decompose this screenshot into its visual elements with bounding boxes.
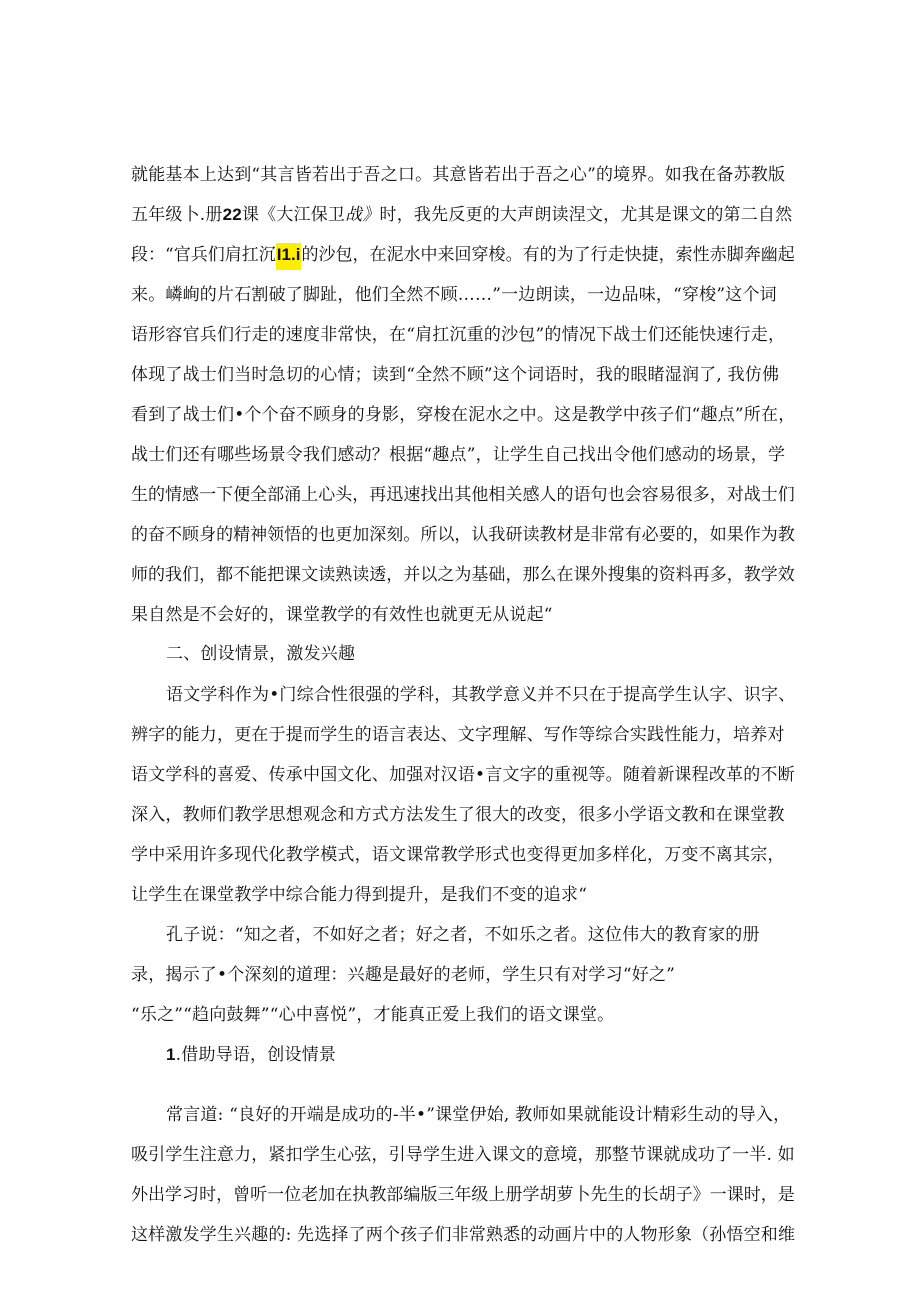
paragraph-4-line-2: 吸引学生注意力，紧扣学生心弦，引导学生进入课文的意境，那整节课就成功了一半. 如 bbox=[131, 1145, 795, 1165]
text-segment: 课《大江保卫 bbox=[241, 205, 346, 225]
paragraph-4-line-3: 外出学习时，曾听一位老加在执教部编版三年级上册学胡萝卜先生的长胡子》一课时，是 bbox=[131, 1185, 795, 1205]
paragraph-1-line-7: 看到了战士们•个个奋不顾身的身影，穿梭在泥水之中。这是教学中孩子们“趣点”所在， bbox=[131, 405, 796, 425]
subsection-title: .借助导语，创设情景 bbox=[175, 1045, 337, 1065]
paragraph-1-line-3 bbox=[131, 243, 795, 267]
paragraph-1-line-5: 语形容官兵们行走的速度非常快，在“肩扛沉重的沙包”的情况下战士们还能快速行走， bbox=[131, 325, 786, 345]
lesson-number: 22 bbox=[222, 205, 242, 224]
paragraph-2-line-2: 辨字的能力，更在于提而学生的语言表达、文字理解、写作等综合实践性能力，培养对 bbox=[131, 725, 785, 745]
text-segment: 五年级卜.册 bbox=[131, 205, 223, 225]
paragraph-2-line-1: 语文学科作为•门综合性很强的学科，其教学意义并不只在于提高学生认字、识字、 bbox=[166, 685, 796, 705]
paragraph-3-line-1: 孔子说：“知之者，不如好之者；好之者，不如乐之者。这位伟大的教育家的册 bbox=[166, 925, 760, 945]
paragraph-2-line-3: 语文学科的喜爱、传承中国文化、加强对汉语•言文字的重视等。随着新课程改革的不断 bbox=[131, 765, 795, 785]
text-segment: 战》 bbox=[345, 205, 380, 225]
text-segment: 的沙包，在泥水中来回穿梭。有的为了行走快捷，索性赤脚奔幽起 bbox=[301, 245, 795, 265]
subsection-number: 1 bbox=[166, 1045, 176, 1064]
paragraph-2-line-5: 学中采用许多现代化教学模式，语文课常教学形式也变得更加多样化，万变不离其宗， bbox=[131, 845, 785, 865]
paragraph-1-line-1: 就能基本上达到“其言皆若出于吾之口。其意皆若出于吾之心”的境界。如我在备苏教版 bbox=[131, 165, 786, 185]
paragraph-1-line-9: 生的情感一下便全部涌上心头，再迅速找出其他相关感人的语句也会容易很多，对战士们 bbox=[131, 485, 795, 505]
paragraph-1-line-12: 果自然是不会好的，课堂教学的有效性也就更无从说起“ bbox=[131, 605, 553, 625]
paragraph-1-line-2 bbox=[131, 203, 792, 227]
paragraph-1-line-10: 的奋不顾身的精神领悟的也更加深刻。所以，认我研读教材是非常有必要的，如果作为教 bbox=[131, 525, 795, 545]
subsection-heading bbox=[166, 1043, 336, 1067]
paragraph-2-line-6: 让学生在课堂教学中综合能力得到提升，是我们不变的追求“ bbox=[131, 885, 588, 905]
paragraph-1-line-11: 师的我们，都不能把课文读熟读透，并以之为基础，那么在课外搜集的资料再多，教学效 bbox=[131, 565, 795, 585]
paragraph-4-line-1: 常言道: “良好的开端是成功的-半•”课堂伊始, 教师如果就能设计精彩生动的导入， bbox=[166, 1105, 791, 1125]
paragraph-2-line-4: 深入，教师们教学思想观念和方式方法发生了很大的改变，很多小学语文教和在课堂教 bbox=[131, 805, 785, 825]
paragraph-3-line-2: 录，揭示了•个深刻的道理：兴趣是最好的老师，学生只有对学习“好之” bbox=[131, 965, 676, 985]
section-heading: 二、创设情景，激发兴趣 bbox=[166, 644, 356, 664]
paragraph-1-line-6: 体现了战士们当时急切的心情；读到“全然不顾”这个词语时，我的眼睹湿润了, 我仿佛 bbox=[131, 365, 780, 385]
text-segment: 段：“官兵们肩扛沉 bbox=[131, 245, 276, 265]
paragraph-4-line-4: 这样激发学生兴趣的: 先选择了两个孩子们非常熟悉的动画片中的人物形象（孙悟空和维 bbox=[131, 1225, 796, 1245]
paragraph-1-line-8: 战士们还有哪些场景令我们感动？根据“趣点”，让学生自己找出令他们感动的场景，学 bbox=[131, 445, 786, 465]
paragraph-1-line-4: 来。嶙峋的片石割破了脚趾，他们全然不顾……”一边朗读，一边品味，“穿梭”这个词 bbox=[131, 285, 777, 305]
text-segment: 时，我先反更的大声朗读涅文，尤其是课文的第二自然 bbox=[379, 205, 793, 225]
highlighted-text: I1.i bbox=[276, 243, 302, 270]
paragraph-3-line-3: “乐之”“趋向鼓舞”“心中喜悦”，才能真正爱上我们的语文课堂。 bbox=[131, 1005, 615, 1025]
